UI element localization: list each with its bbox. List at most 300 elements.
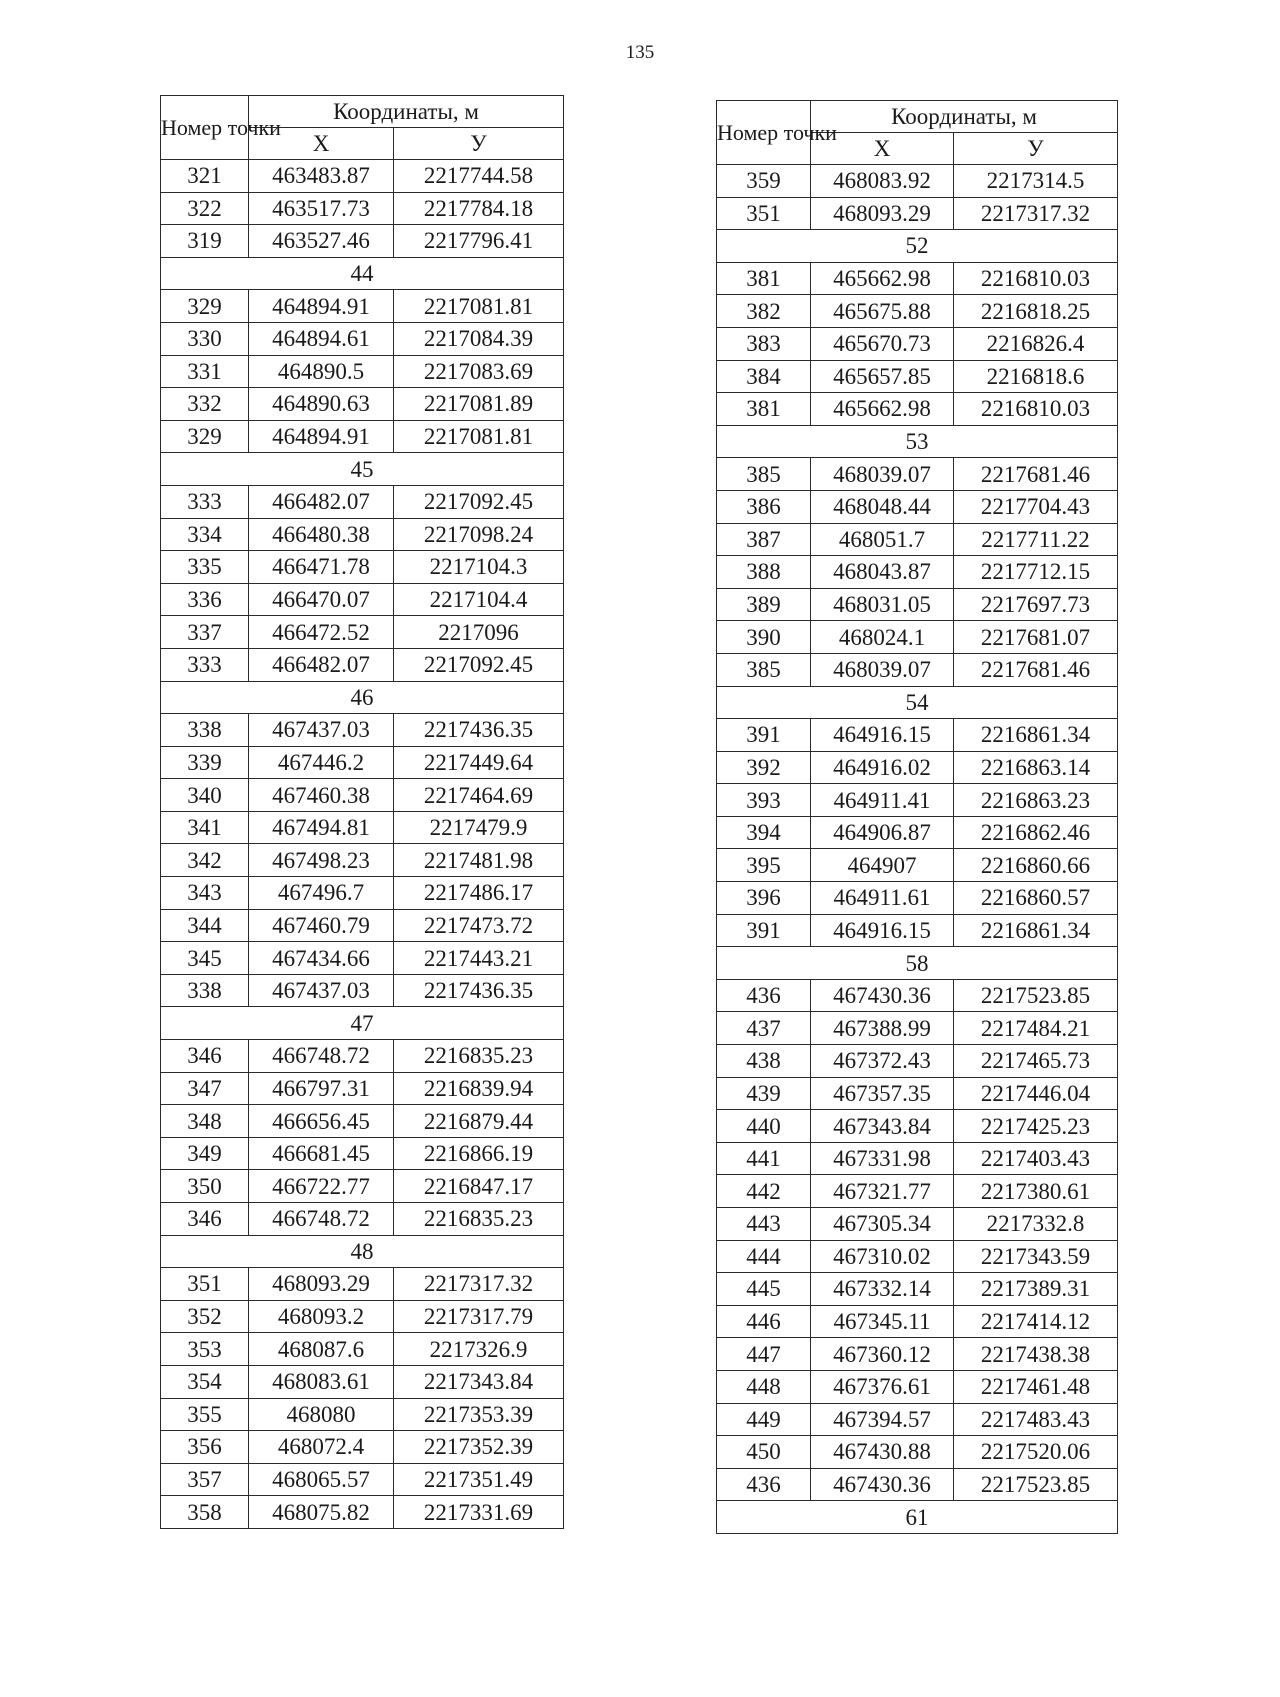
x-coordinate-cell: 468039.07 <box>811 458 954 491</box>
x-coordinate-cell: 466470.07 <box>249 583 394 616</box>
y-coordinate-cell: 2217479.9 <box>394 811 564 844</box>
point-number-cell: 355 <box>161 1398 249 1431</box>
table-row <box>717 751 1118 784</box>
x-coordinate-cell: 468031.05 <box>811 588 954 621</box>
group-number: 47 <box>161 1007 564 1040</box>
point-number-cell: 436 <box>717 979 811 1012</box>
group-number: 52 <box>717 230 1118 263</box>
group-number: 54 <box>717 686 1118 719</box>
x-coordinate-cell: 465662.98 <box>811 262 954 295</box>
y-coordinate-cell: 2217343.84 <box>394 1365 564 1398</box>
table-row <box>161 225 564 258</box>
y-coordinate-cell: 2217784.18 <box>394 192 564 225</box>
group-row <box>161 681 564 714</box>
header-point-number: Номер точки <box>161 96 249 160</box>
point-number-cell: 386 <box>717 490 811 523</box>
x-coordinate-cell: 468051.7 <box>811 523 954 556</box>
x-coordinate-cell: 468093.29 <box>249 1268 394 1301</box>
x-coordinate-cell: 463527.46 <box>249 225 394 258</box>
table-row <box>161 1170 564 1203</box>
x-coordinate-cell: 465662.98 <box>811 393 954 426</box>
table-row <box>161 551 564 584</box>
y-coordinate-cell: 2216861.34 <box>954 719 1118 752</box>
group-row <box>717 686 1118 719</box>
y-coordinate-cell: 2217483.43 <box>954 1403 1118 1436</box>
x-coordinate-cell: 467360.12 <box>811 1338 954 1371</box>
y-coordinate-cell: 2217484.21 <box>954 1012 1118 1045</box>
table-row <box>161 518 564 551</box>
group-number: 53 <box>717 425 1118 458</box>
x-coordinate-cell: 464916.02 <box>811 751 954 784</box>
x-coordinate-cell: 466797.31 <box>249 1072 394 1105</box>
y-coordinate-cell: 2217317.32 <box>954 197 1118 230</box>
x-coordinate-cell: 467437.03 <box>249 714 394 747</box>
table-row <box>717 1468 1118 1501</box>
table-row <box>161 811 564 844</box>
y-coordinate-cell: 2216847.17 <box>394 1170 564 1203</box>
x-coordinate-cell: 467394.57 <box>811 1403 954 1436</box>
point-number-cell: 350 <box>161 1170 249 1203</box>
table-row <box>161 583 564 616</box>
y-coordinate-cell: 2217332.8 <box>954 1208 1118 1241</box>
point-number-cell: 354 <box>161 1365 249 1398</box>
x-coordinate-cell: 467372.43 <box>811 1045 954 1078</box>
table-row <box>717 490 1118 523</box>
table-row <box>161 1496 564 1529</box>
y-coordinate-cell: 2217380.61 <box>954 1175 1118 1208</box>
point-number-cell: 347 <box>161 1072 249 1105</box>
group-row <box>717 1501 1118 1534</box>
table-row <box>161 192 564 225</box>
table-row <box>717 882 1118 915</box>
group-number: 61 <box>717 1501 1118 1534</box>
x-coordinate-cell: 467460.38 <box>249 779 394 812</box>
x-coordinate-cell: 463483.87 <box>249 160 394 193</box>
point-number-cell: 346 <box>161 1203 249 1236</box>
table-row <box>717 1045 1118 1078</box>
y-coordinate-cell: 2217520.06 <box>954 1436 1118 1469</box>
y-coordinate-cell: 2217081.81 <box>394 420 564 453</box>
table-row <box>717 1142 1118 1175</box>
group-row <box>161 453 564 486</box>
x-coordinate-cell: 467498.23 <box>249 844 394 877</box>
y-coordinate-cell: 2217084.39 <box>394 322 564 355</box>
point-number-cell: 448 <box>717 1370 811 1403</box>
y-coordinate-cell: 2216835.23 <box>394 1203 564 1236</box>
point-number-cell: 339 <box>161 746 249 779</box>
table-row <box>717 979 1118 1012</box>
y-coordinate-cell: 2216860.66 <box>954 849 1118 882</box>
point-number-cell: 393 <box>717 784 811 817</box>
y-coordinate-cell: 2217446.04 <box>954 1077 1118 1110</box>
x-coordinate-cell: 467376.61 <box>811 1370 954 1403</box>
y-coordinate-cell: 2217473.72 <box>394 909 564 942</box>
table-row <box>717 327 1118 360</box>
x-coordinate-cell: 466471.78 <box>249 551 394 584</box>
x-coordinate-cell: 463517.73 <box>249 192 394 225</box>
y-coordinate-cell: 2217352.39 <box>394 1431 564 1464</box>
y-coordinate-cell: 2217711.22 <box>954 523 1118 556</box>
x-coordinate-cell: 467430.36 <box>811 1468 954 1501</box>
table-row <box>717 816 1118 849</box>
x-coordinate-cell: 467496.7 <box>249 877 394 910</box>
group-number: 46 <box>161 681 564 714</box>
y-coordinate-cell: 2217351.49 <box>394 1463 564 1496</box>
point-number-cell: 387 <box>717 523 811 556</box>
x-coordinate-cell: 464916.15 <box>811 719 954 752</box>
y-coordinate-cell: 2217098.24 <box>394 518 564 551</box>
point-number-cell: 338 <box>161 714 249 747</box>
y-coordinate-cell: 2217403.43 <box>954 1142 1118 1175</box>
point-number-cell: 381 <box>717 393 811 426</box>
header-y: У <box>954 133 1118 165</box>
header-coordinates: Координаты, м <box>249 96 564 128</box>
coordinates-table-left <box>160 95 564 1529</box>
y-coordinate-cell: 2217523.85 <box>954 1468 1118 1501</box>
point-number-cell: 330 <box>161 322 249 355</box>
point-number-cell: 438 <box>717 1045 811 1078</box>
x-coordinate-cell: 468043.87 <box>811 556 954 589</box>
header-x: Х <box>811 133 954 165</box>
point-number-cell: 338 <box>161 974 249 1007</box>
table-row <box>717 1077 1118 1110</box>
x-coordinate-cell: 467310.02 <box>811 1240 954 1273</box>
y-coordinate-cell: 2217081.81 <box>394 290 564 323</box>
point-number-cell: 441 <box>717 1142 811 1175</box>
header-coordinates: Координаты, м <box>811 101 1118 133</box>
point-number-cell: 439 <box>717 1077 811 1110</box>
x-coordinate-cell: 465657.85 <box>811 360 954 393</box>
table-row <box>717 653 1118 686</box>
table-row <box>161 1040 564 1073</box>
table-row <box>717 914 1118 947</box>
point-number-cell: 333 <box>161 485 249 518</box>
table-row <box>161 746 564 779</box>
table-row <box>717 588 1118 621</box>
x-coordinate-cell: 464894.91 <box>249 420 394 453</box>
y-coordinate-cell: 2217438.38 <box>954 1338 1118 1371</box>
x-coordinate-cell: 464894.61 <box>249 322 394 355</box>
point-number-cell: 449 <box>717 1403 811 1436</box>
point-number-cell: 437 <box>717 1012 811 1045</box>
point-number-cell: 345 <box>161 942 249 975</box>
point-number-cell: 389 <box>717 588 811 621</box>
point-number-cell: 381 <box>717 262 811 295</box>
table-row <box>161 1137 564 1170</box>
table-row <box>717 719 1118 752</box>
x-coordinate-cell: 468080 <box>249 1398 394 1431</box>
table-row <box>161 1268 564 1301</box>
x-coordinate-cell: 466482.07 <box>249 485 394 518</box>
x-coordinate-cell: 468072.4 <box>249 1431 394 1464</box>
point-number-cell: 358 <box>161 1496 249 1529</box>
table-row <box>161 485 564 518</box>
table-row <box>161 1105 564 1138</box>
table-row <box>161 942 564 975</box>
x-coordinate-cell: 467434.66 <box>249 942 394 975</box>
point-number-cell: 349 <box>161 1137 249 1170</box>
x-coordinate-cell: 464890.63 <box>249 388 394 421</box>
x-coordinate-cell: 466482.07 <box>249 648 394 681</box>
page-number: 135 <box>625 42 655 63</box>
x-coordinate-cell: 464906.87 <box>811 816 954 849</box>
table-row <box>717 1240 1118 1273</box>
point-number-cell: 394 <box>717 816 811 849</box>
point-number-cell: 352 <box>161 1300 249 1333</box>
y-coordinate-cell: 2217104.3 <box>394 551 564 584</box>
x-coordinate-cell: 465670.73 <box>811 327 954 360</box>
point-number-cell: 329 <box>161 420 249 453</box>
group-number: 48 <box>161 1235 564 1268</box>
table-row <box>161 974 564 1007</box>
y-coordinate-cell: 2216810.03 <box>954 262 1118 295</box>
point-number-cell: 391 <box>717 914 811 947</box>
y-coordinate-cell: 2217317.79 <box>394 1300 564 1333</box>
table-row <box>161 1300 564 1333</box>
y-coordinate-cell: 2217104.4 <box>394 583 564 616</box>
x-coordinate-cell: 467332.14 <box>811 1273 954 1306</box>
point-number-cell: 383 <box>717 327 811 360</box>
y-coordinate-cell: 2217092.45 <box>394 485 564 518</box>
point-number-cell: 359 <box>717 165 811 198</box>
x-coordinate-cell: 468024.1 <box>811 621 954 654</box>
y-coordinate-cell: 2217436.35 <box>394 714 564 747</box>
y-coordinate-cell: 2217096 <box>394 616 564 649</box>
table-row <box>161 388 564 421</box>
x-coordinate-cell: 468093.29 <box>811 197 954 230</box>
y-coordinate-cell: 2217486.17 <box>394 877 564 910</box>
x-coordinate-cell: 465675.88 <box>811 295 954 328</box>
y-coordinate-cell: 2217414.12 <box>954 1305 1118 1338</box>
point-number-cell: 390 <box>717 621 811 654</box>
point-number-cell: 385 <box>717 458 811 491</box>
x-coordinate-cell: 467430.36 <box>811 979 954 1012</box>
y-coordinate-cell: 2216879.44 <box>394 1105 564 1138</box>
table-row <box>717 458 1118 491</box>
table-row <box>717 1338 1118 1371</box>
x-coordinate-cell: 466748.72 <box>249 1040 394 1073</box>
point-number-cell: 445 <box>717 1273 811 1306</box>
y-coordinate-cell: 2217092.45 <box>394 648 564 681</box>
x-coordinate-cell: 468075.82 <box>249 1496 394 1529</box>
group-row <box>161 257 564 290</box>
group-row <box>717 947 1118 980</box>
point-number-cell: 348 <box>161 1105 249 1138</box>
x-coordinate-cell: 467446.2 <box>249 746 394 779</box>
table-row <box>717 523 1118 556</box>
point-number-cell: 342 <box>161 844 249 877</box>
y-coordinate-cell: 2216835.23 <box>394 1040 564 1073</box>
y-coordinate-cell: 2217326.9 <box>394 1333 564 1366</box>
point-number-cell: 333 <box>161 648 249 681</box>
x-coordinate-cell: 467430.88 <box>811 1436 954 1469</box>
table-row <box>161 877 564 910</box>
x-coordinate-cell: 468048.44 <box>811 490 954 523</box>
y-coordinate-cell: 2217343.59 <box>954 1240 1118 1273</box>
point-number-cell: 329 <box>161 290 249 323</box>
table-row <box>161 1431 564 1464</box>
point-number-cell: 336 <box>161 583 249 616</box>
header-x: Х <box>249 128 394 160</box>
table-row <box>161 1463 564 1496</box>
point-number-cell: 382 <box>717 295 811 328</box>
table-row <box>161 290 564 323</box>
x-coordinate-cell: 468093.2 <box>249 1300 394 1333</box>
x-coordinate-cell: 467437.03 <box>249 974 394 1007</box>
point-number-cell: 341 <box>161 811 249 844</box>
coordinates-table-right <box>716 100 1118 1534</box>
y-coordinate-cell: 2216810.03 <box>954 393 1118 426</box>
table-row <box>717 1175 1118 1208</box>
table-row <box>717 1110 1118 1143</box>
y-coordinate-cell: 2217712.15 <box>954 556 1118 589</box>
x-coordinate-cell: 466681.45 <box>249 1137 394 1170</box>
x-coordinate-cell: 464907 <box>811 849 954 882</box>
x-coordinate-cell: 466748.72 <box>249 1203 394 1236</box>
y-coordinate-cell: 2216826.4 <box>954 327 1118 360</box>
table-row <box>161 648 564 681</box>
point-number-cell: 335 <box>161 551 249 584</box>
x-coordinate-cell: 466480.38 <box>249 518 394 551</box>
point-number-cell: 443 <box>717 1208 811 1241</box>
point-number-cell: 391 <box>717 719 811 752</box>
x-coordinate-cell: 464911.41 <box>811 784 954 817</box>
point-number-cell: 388 <box>717 556 811 589</box>
table-row <box>161 1203 564 1236</box>
table-row <box>717 295 1118 328</box>
group-number: 44 <box>161 257 564 290</box>
y-coordinate-cell: 2217331.69 <box>394 1496 564 1529</box>
x-coordinate-cell: 466722.77 <box>249 1170 394 1203</box>
y-coordinate-cell: 2216818.6 <box>954 360 1118 393</box>
table-row <box>717 393 1118 426</box>
x-coordinate-cell: 468087.6 <box>249 1333 394 1366</box>
y-coordinate-cell: 2217461.48 <box>954 1370 1118 1403</box>
y-coordinate-cell: 2217465.73 <box>954 1045 1118 1078</box>
x-coordinate-cell: 467305.34 <box>811 1208 954 1241</box>
group-row <box>161 1235 564 1268</box>
group-row <box>717 230 1118 263</box>
table-row <box>717 197 1118 230</box>
y-coordinate-cell: 2217443.21 <box>394 942 564 975</box>
y-coordinate-cell: 2217464.69 <box>394 779 564 812</box>
x-coordinate-cell: 466472.52 <box>249 616 394 649</box>
y-coordinate-cell: 2217081.89 <box>394 388 564 421</box>
point-number-cell: 384 <box>717 360 811 393</box>
table-row <box>161 1398 564 1431</box>
group-number: 45 <box>161 453 564 486</box>
table-body-left <box>161 160 564 1529</box>
table-row <box>717 360 1118 393</box>
y-coordinate-cell: 2216861.34 <box>954 914 1118 947</box>
y-coordinate-cell: 2217697.73 <box>954 588 1118 621</box>
y-coordinate-cell: 2217744.58 <box>394 160 564 193</box>
point-number-cell: 440 <box>717 1110 811 1143</box>
y-coordinate-cell: 2216863.14 <box>954 751 1118 784</box>
group-row <box>161 1007 564 1040</box>
header-y: У <box>394 128 564 160</box>
table-row <box>161 844 564 877</box>
point-number-cell: 332 <box>161 388 249 421</box>
table-row <box>717 556 1118 589</box>
point-number-cell: 353 <box>161 1333 249 1366</box>
y-coordinate-cell: 2217083.69 <box>394 355 564 388</box>
point-number-cell: 396 <box>717 882 811 915</box>
y-coordinate-cell: 2216862.46 <box>954 816 1118 849</box>
x-coordinate-cell: 468039.07 <box>811 653 954 686</box>
point-number-cell: 337 <box>161 616 249 649</box>
point-number-cell: 446 <box>717 1305 811 1338</box>
point-number-cell: 346 <box>161 1040 249 1073</box>
y-coordinate-cell: 2217317.32 <box>394 1268 564 1301</box>
point-number-cell: 351 <box>717 197 811 230</box>
group-number: 58 <box>717 947 1118 980</box>
table-row <box>717 621 1118 654</box>
point-number-cell: 334 <box>161 518 249 551</box>
x-coordinate-cell: 468083.61 <box>249 1365 394 1398</box>
y-coordinate-cell: 2217436.35 <box>394 974 564 1007</box>
y-coordinate-cell: 2217681.46 <box>954 458 1118 491</box>
x-coordinate-cell: 467494.81 <box>249 811 394 844</box>
y-coordinate-cell: 2217389.31 <box>954 1273 1118 1306</box>
table-row <box>161 322 564 355</box>
x-coordinate-cell: 464894.91 <box>249 290 394 323</box>
header-point-number: Номер точки <box>717 101 811 165</box>
point-number-cell: 395 <box>717 849 811 882</box>
table-row <box>717 1012 1118 1045</box>
y-coordinate-cell: 2217425.23 <box>954 1110 1118 1143</box>
x-coordinate-cell: 464916.15 <box>811 914 954 947</box>
y-coordinate-cell: 2217481.98 <box>394 844 564 877</box>
x-coordinate-cell: 467357.35 <box>811 1077 954 1110</box>
point-number-cell: 392 <box>717 751 811 784</box>
table-row <box>161 1365 564 1398</box>
x-coordinate-cell: 467345.11 <box>811 1305 954 1338</box>
x-coordinate-cell: 464890.5 <box>249 355 394 388</box>
point-number-cell: 436 <box>717 1468 811 1501</box>
point-number-cell: 331 <box>161 355 249 388</box>
point-number-cell: 356 <box>161 1431 249 1464</box>
y-coordinate-cell: 2217796.41 <box>394 225 564 258</box>
point-number-cell: 321 <box>161 160 249 193</box>
y-coordinate-cell: 2216860.57 <box>954 882 1118 915</box>
table-row <box>717 165 1118 198</box>
point-number-cell: 442 <box>717 1175 811 1208</box>
table-row <box>161 714 564 747</box>
y-coordinate-cell: 2216863.23 <box>954 784 1118 817</box>
table-row <box>161 909 564 942</box>
y-coordinate-cell: 2217523.85 <box>954 979 1118 1012</box>
table-row <box>717 849 1118 882</box>
y-coordinate-cell: 2217314.5 <box>954 165 1118 198</box>
x-coordinate-cell: 468065.57 <box>249 1463 394 1496</box>
y-coordinate-cell: 2217704.43 <box>954 490 1118 523</box>
table-row <box>717 1208 1118 1241</box>
y-coordinate-cell: 2217353.39 <box>394 1398 564 1431</box>
table-body-right <box>717 165 1118 1534</box>
point-number-cell: 447 <box>717 1338 811 1371</box>
x-coordinate-cell: 464911.61 <box>811 882 954 915</box>
x-coordinate-cell: 467321.77 <box>811 1175 954 1208</box>
y-coordinate-cell: 2216818.25 <box>954 295 1118 328</box>
point-number-cell: 357 <box>161 1463 249 1496</box>
x-coordinate-cell: 467460.79 <box>249 909 394 942</box>
table-row <box>717 1370 1118 1403</box>
x-coordinate-cell: 467331.98 <box>811 1142 954 1175</box>
y-coordinate-cell: 2216866.19 <box>394 1137 564 1170</box>
table-row <box>717 1403 1118 1436</box>
table-row <box>717 1436 1118 1469</box>
